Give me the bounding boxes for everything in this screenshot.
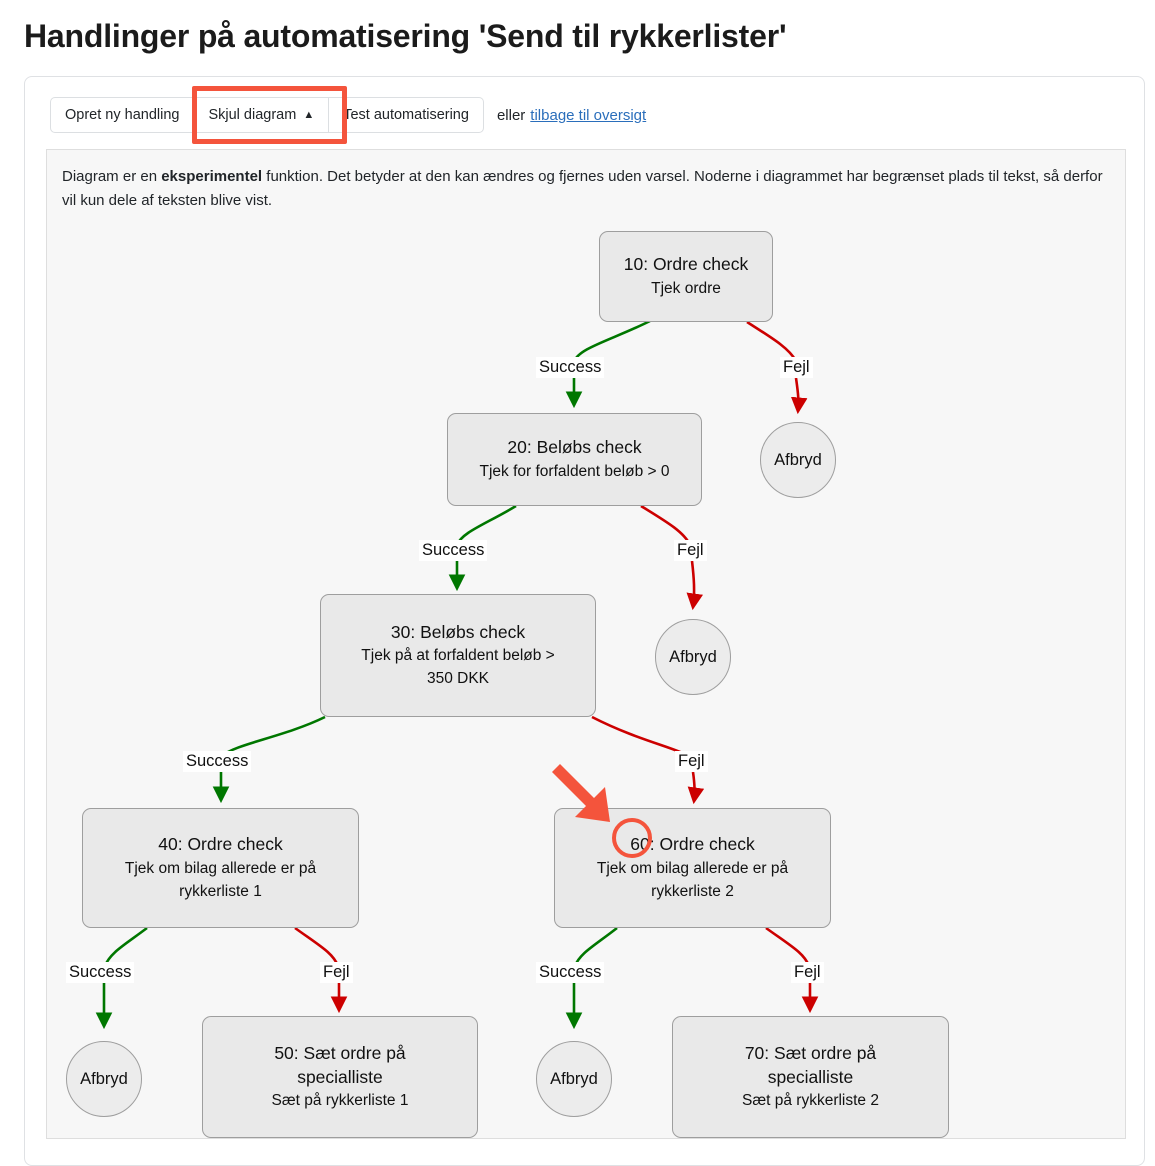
node-50-title-line-2: specialliste — [297, 1066, 383, 1087]
notice-bold: eksperimentel — [161, 168, 263, 185]
chevron-up-icon: ▲ — [303, 108, 315, 121]
experimental-notice — [62, 165, 1112, 214]
node-40-subtitle-line-2: rykkerliste 1 — [179, 882, 262, 900]
edge-label-10-success: Success — [536, 357, 604, 378]
node-40-title: 40: Ordre check — [158, 834, 283, 855]
test-automation-button[interactable] — [329, 97, 484, 133]
notice-part-1: Diagram er en — [62, 168, 162, 185]
edge-label-60-success: Success — [536, 962, 604, 983]
node-60-title: 60: Ordre check — [630, 834, 755, 855]
node-abort-3-label: Afbryd — [80, 1069, 128, 1088]
create-new-action-button[interactable] — [50, 97, 194, 133]
node-40-subtitle-line-1: Tjek om bilag allerede er på — [124, 859, 317, 877]
node-10-title: 10: Ordre check — [623, 253, 749, 274]
hide-diagram-button[interactable] — [194, 97, 329, 133]
node-abort-4-label: Afbryd — [550, 1069, 598, 1088]
node-20-subtitle: Tjek for forfaldent beløb > 0 — [479, 463, 670, 481]
hide-diagram-label: Skjul diagram — [208, 106, 297, 123]
node-50-title-line-1: 50: Sæt ordre på — [274, 1042, 406, 1063]
edge-label-20-fejl: Fejl — [674, 540, 707, 561]
create-new-action-label: Opret ny handling — [65, 106, 180, 123]
node-30-subtitle-line-1: Tjek på at forfaldent beløb > — [361, 647, 555, 665]
node-70-title-line-2: specialliste — [767, 1066, 854, 1087]
edge-label-40-success: Success — [66, 962, 134, 983]
diagram-panel — [46, 149, 1126, 1139]
edge-label-30-success: Success — [183, 751, 251, 772]
notice-part-2: funktion. Det betyder at den kan ændres og fjernes uden varsel. Noderne i diagrammet har begrænset plads til tekst, så derfor vil kun dele af teksten blive vist. — [62, 168, 1103, 210]
edge-label-30-fejl: Fejl — [675, 751, 708, 772]
node-60-subtitle-line-1: Tjek om bilag allerede er på — [596, 859, 789, 877]
node-abort-2-label: Afbryd — [669, 647, 717, 666]
toolbar-button-group — [50, 97, 484, 133]
edge-label-10-fejl: Fejl — [780, 357, 813, 378]
node-20-title: 20: Beløbs check — [507, 436, 642, 457]
node-10-subtitle: Tjek ordre — [651, 280, 721, 298]
test-automation-label: Test automatisering — [343, 106, 469, 123]
edge-label-40-fejl: Fejl — [320, 962, 353, 983]
node-abort-1-label: Afbryd — [774, 450, 822, 469]
node-30-subtitle-line-2: 350 DKK — [426, 670, 490, 688]
node-50-subtitle: Sæt på rykkerliste 1 — [271, 1092, 409, 1110]
toolbar — [50, 97, 646, 133]
node-60-subtitle-line-2: rykkerliste 2 — [651, 882, 734, 900]
back-to-overview-link[interactable]: tilbage til oversigt — [530, 106, 647, 124]
node-30-title: 30: Beløbs check — [390, 621, 526, 642]
or-text: eller — [496, 106, 526, 124]
node-70-title-line-1: 70: Sæt ordre på — [744, 1042, 877, 1063]
page-title: Handlinger på automatisering 'Send til rykkerlister' — [24, 18, 787, 54]
edge-label-20-success: Success — [419, 540, 487, 561]
content-card — [24, 76, 1145, 1166]
node-70-subtitle: Sæt på rykkerliste 2 — [742, 1092, 879, 1110]
edge-label-60-fejl: Fejl — [791, 962, 824, 983]
